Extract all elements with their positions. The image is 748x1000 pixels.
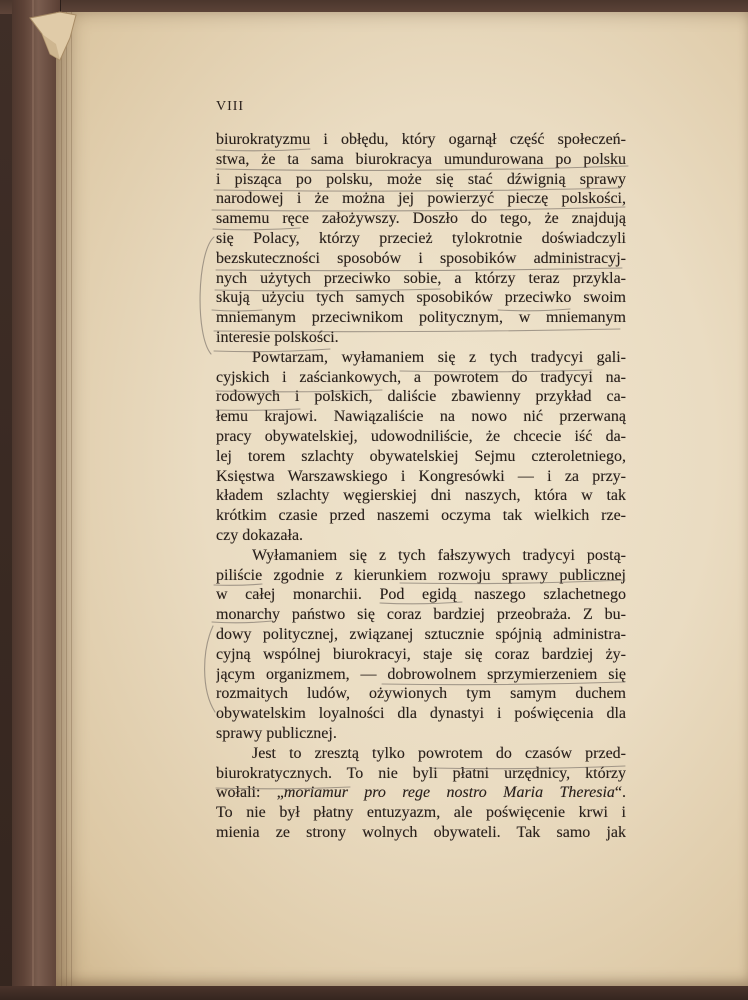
line-prefix: wołali: „ xyxy=(216,784,284,802)
latin-quote: moriamur pro rege nostro xyxy=(283,784,487,802)
text-line-with-latin-quote xyxy=(216,783,626,803)
page-edge-line xyxy=(66,12,67,987)
text-line: kładem szlachty węgierskiej dni naszych, która w tak xyxy=(216,487,626,505)
text-line: skują użyciu tych samych sposobików przeciwko swoim xyxy=(216,289,626,307)
line-suffix: “. xyxy=(614,784,626,802)
text-line: interesie polskości. xyxy=(216,328,339,346)
text-line: rodowych i polskich, daliście zbawienny przykład ca- xyxy=(216,388,626,406)
text-line: sprawy publicznej. xyxy=(216,724,337,742)
quoted-name: Maria Theresia xyxy=(503,784,615,802)
paragraph xyxy=(216,348,626,546)
text-line: To nie był płatny entuzyazm, ale poświęcenie krwi i xyxy=(216,804,626,822)
paragraph xyxy=(216,130,626,348)
text-line: czy dokazała. xyxy=(216,526,304,544)
text-line: monarchy państwo się coraz bardziej przeobraża. Z bu- xyxy=(216,606,626,624)
book-cover-spine-edge xyxy=(12,0,61,1000)
text-line: krótkim czasie przed naszemi oczyma tak wielkich rze- xyxy=(216,507,626,525)
text-line: piliście zgodnie z kierunkiem rozwoju sprawy publicznej xyxy=(216,566,626,584)
page-edge-line xyxy=(61,12,62,987)
text-line: mniemanym przeciwnikom politycznym, w mniemanym xyxy=(216,309,626,327)
text-line: nych użytych przeciwko sobie, a którzy teraz przykla- xyxy=(216,269,626,287)
text-line: Jest to zresztą tylko powrotem do czasów przed- xyxy=(252,744,626,762)
text-line: dowy politycznej, związanej sztucznie spójnią administra- xyxy=(216,625,626,643)
text-line: rozmaitych ludów, ożywionych tym samym duchem xyxy=(216,685,626,703)
text-line: i pisząca po polsku, może się stać dźwignią sprawy xyxy=(216,170,626,188)
text-line: bezskuteczności sposobów i sposobików administracyj- xyxy=(216,249,626,267)
body-text xyxy=(216,130,626,843)
text-line: stwa, że ta sama biurokracya umundurowana po polsku xyxy=(216,150,626,168)
text-line: narodowej i że można jej powierzyć pieczę polskości, xyxy=(216,190,626,208)
text-line: cyjną wspólnej biurokracyi, staje się coraz bardziej ży- xyxy=(216,645,626,663)
text-line: Powtarzam, wyłamaniem się z tych tradycyi gali- xyxy=(252,348,626,366)
text-line: w całej monarchii. Pod egidą naszego szlachetnego xyxy=(216,586,626,604)
text-line: biurokratyzmu i obłędu, który ogarnął część społeczeń- xyxy=(216,131,626,148)
text-line: Wyłamaniem się z tych fałszywych tradycyi postą- xyxy=(252,546,626,564)
text-line: biurokratycznych. To nie byli płatni urzędnicy, którzy xyxy=(216,764,626,782)
page-edge-line xyxy=(71,12,72,987)
page-number: VIII xyxy=(216,99,245,114)
book-cover-bottom-edge xyxy=(0,986,748,1000)
text-line: mienia ze strony wolnych obywateli. Tak samo jak xyxy=(216,823,626,841)
text-line: łemu krajowi. Nawiązaliście na nowo nić przerwaną xyxy=(216,408,626,426)
text-line: jącym organizmem, — dobrowolnem sprzymierzeniem się xyxy=(216,665,626,683)
text-line: się Polacy, którzy przecież tylokrotnie doświadczyli xyxy=(216,229,626,247)
paragraph xyxy=(216,744,626,843)
text-line: obywatelskim loyalności dla dynastyi i poświęcenia dla xyxy=(216,705,626,723)
text-line: Księstwa Warszawskiego i Kongresówki — i za przy- xyxy=(216,467,626,485)
paragraph xyxy=(216,546,626,744)
text-line: pracy obywatelskiej, udowodniliście, że chcecie iść da- xyxy=(216,427,626,445)
text-line: lej torem szlachty obywatelskiej Sejmu czteroletniego, xyxy=(216,447,626,465)
text-line: cyjskich i zaściankowych, a powrotem do tradycyi na- xyxy=(216,368,626,386)
text-line: samemu ręce założywszy. Doszło do tego, że znajdują xyxy=(216,210,626,228)
